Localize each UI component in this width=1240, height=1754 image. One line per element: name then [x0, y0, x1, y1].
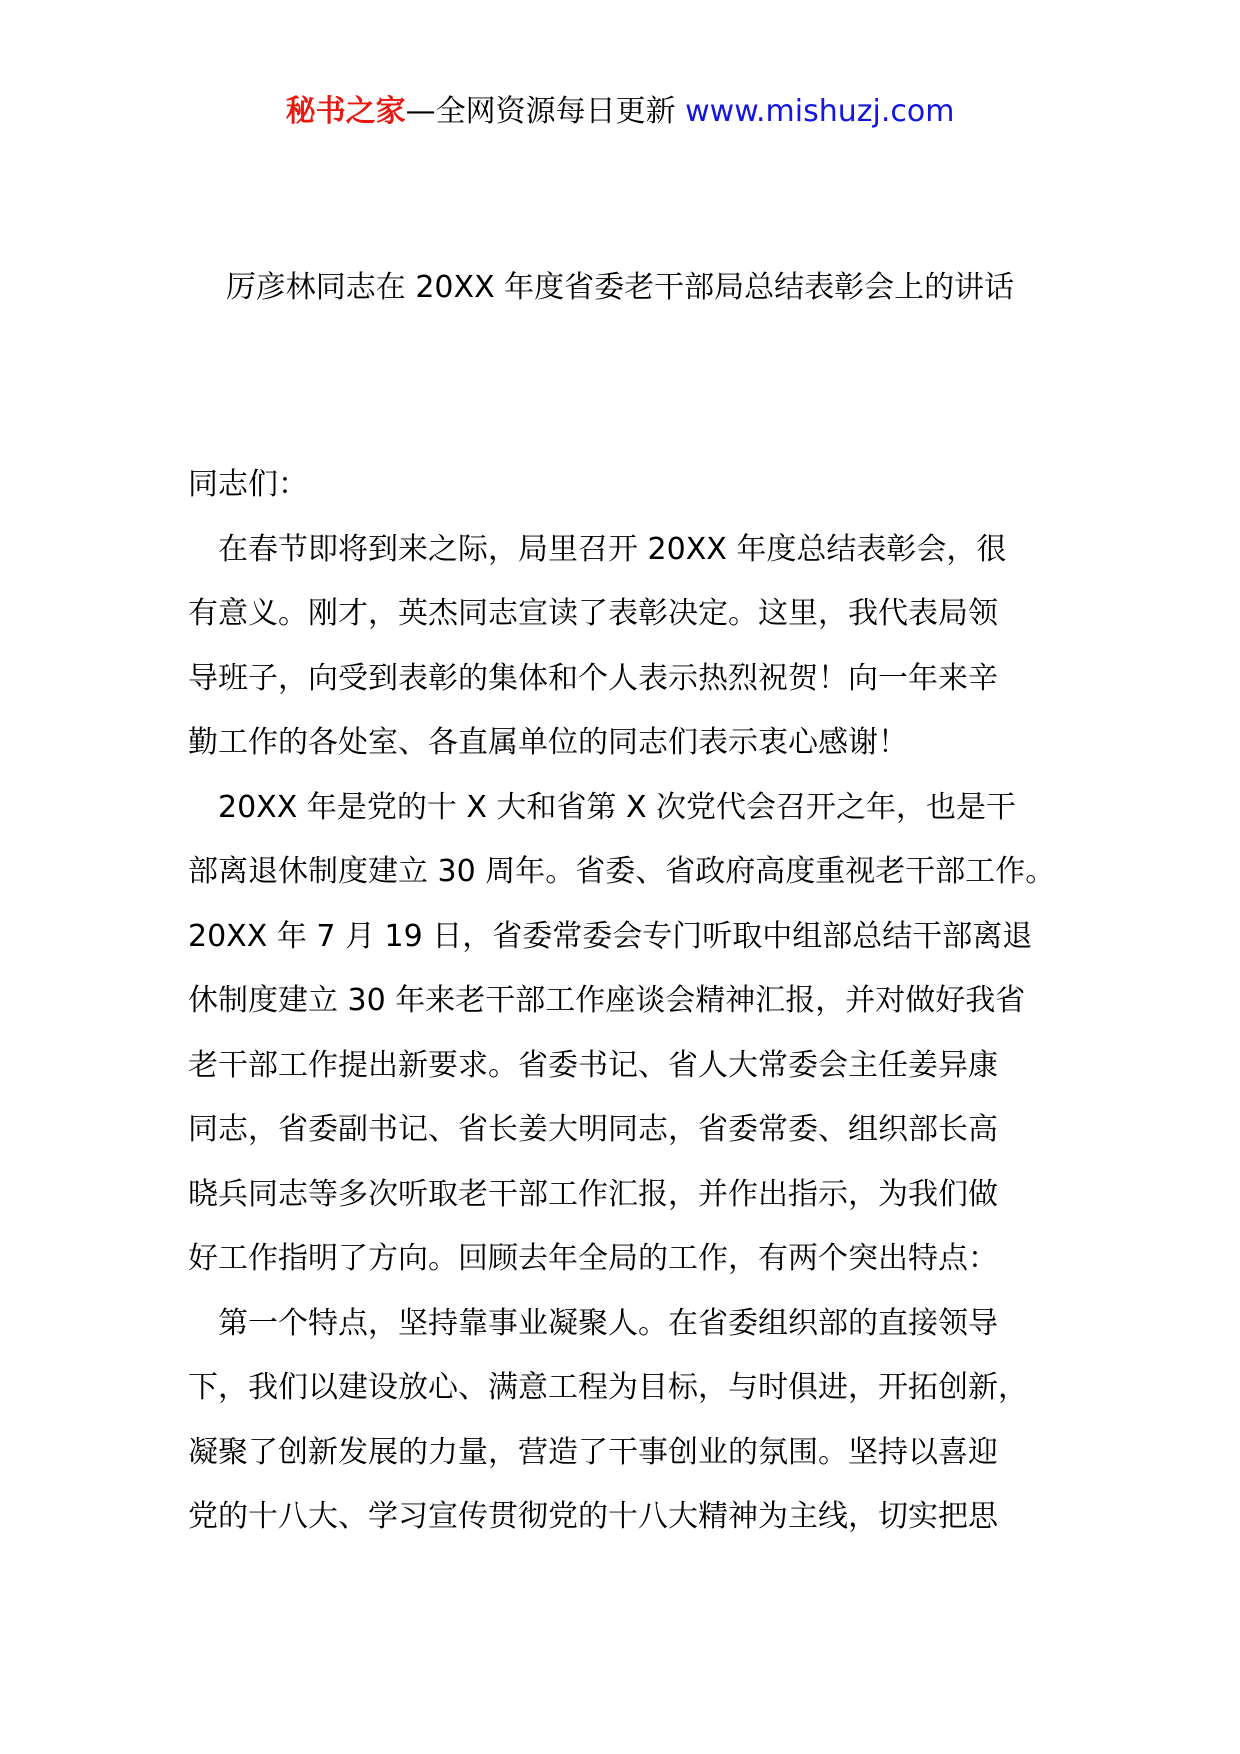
body-line: 同志们：: [188, 467, 308, 502]
body-line: 部离退休制度建立 30 周年。省委、省政府高度重视老干部工作。: [188, 854, 1056, 889]
body-line: 下，我们以建设放心、满意工程为目标，与时俱进，开拓创新，: [188, 1370, 1028, 1405]
body-line: 在春节即将到来之际，局里召开 20XX 年度总结表彰会，很: [188, 531, 1007, 567]
body-line: 凝聚了创新发展的力量，营造了干事创业的氛围。坚持以喜迎: [188, 1434, 998, 1470]
brand-name: 秘书之家: [285, 94, 406, 129]
body-line: 勤工作的各处室、各直属单位的同志们表示衷心感谢！: [188, 725, 908, 760]
body-line: 晓兵同志等多次听取老干部工作汇报，并作出指示，为我们做: [188, 1176, 998, 1212]
body-line: 同志，省委副书记、省长姜大明同志，省委常委、组织部长高: [188, 1112, 998, 1147]
body-line: 20XX 年 7 月 19 日，省委常委会专门听取中组部总结干部离退: [188, 918, 1033, 954]
body-line: 导班子，向受到表彰的集体和个人表示热烈祝贺！向一年来辛: [188, 660, 998, 696]
body-line: 党的十八大、学习宣传贯彻党的十八大精神为主线，切实把思: [188, 1499, 998, 1534]
site-url-link[interactable]: www.mishuzj.com: [685, 94, 955, 129]
body-line: 有意义。刚才，英杰同志宣读了表彰决定。这里，我代表局领: [188, 596, 998, 631]
body-line: 好工作指明了方向。回顾去年全局的工作，有两个突出特点：: [188, 1241, 998, 1276]
body-line: 第一个特点，坚持靠事业凝聚人。在省委组织部的直接领导: [188, 1305, 998, 1341]
body-line: 休制度建立 30 年来老干部工作座谈会精神汇报，并对做好我省: [188, 983, 1026, 1018]
body-line: 老干部工作提出新要求。省委书记、省人大常委会主任姜异康: [188, 1047, 998, 1083]
body-line: 20XX 年是党的十 X 大和省第 X 次党代会召开之年，也是干: [188, 789, 1017, 825]
header-tagline: —全网资源每日更新: [405, 94, 686, 129]
document-body: [188, 453, 1068, 1550]
document-title: 厉彦林同志在 20XX 年度省委老干部局总结表彰会上的讲话: [225, 270, 1015, 305]
site-header: [0, 92, 1240, 132]
